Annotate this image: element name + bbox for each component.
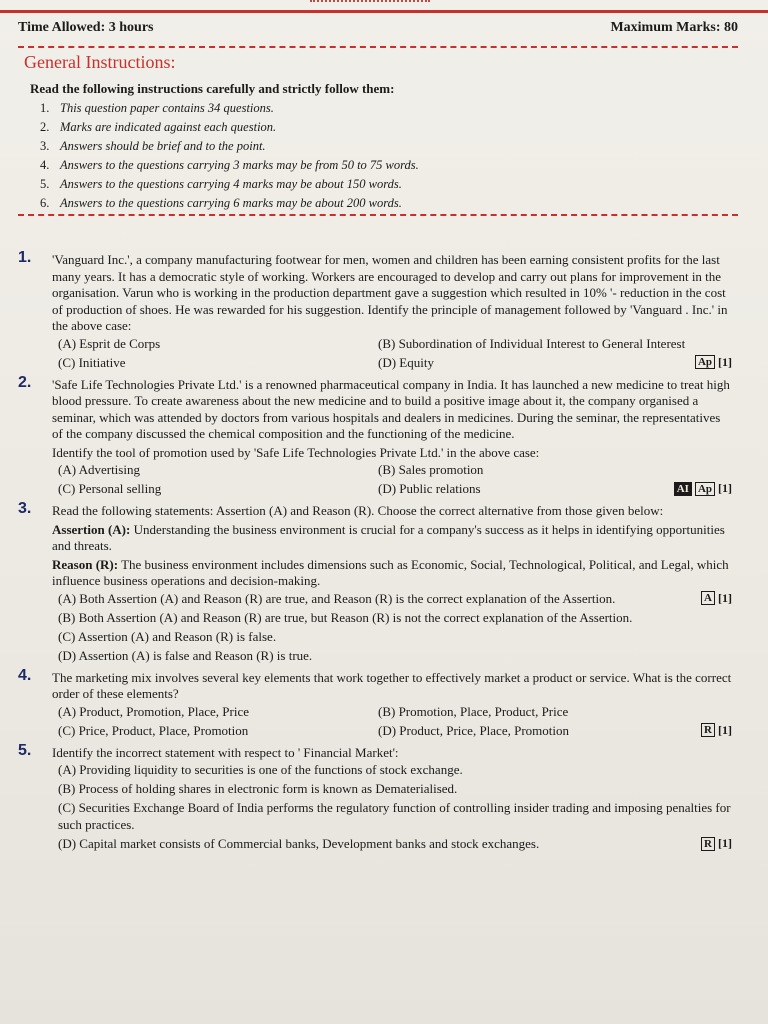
maximum-marks: Maximum Marks: 80 (610, 20, 738, 35)
marks-label: [1] (718, 481, 732, 495)
option-d: (D) Product, Price, Place, Promotion (378, 722, 569, 738)
instruction-item: 5. Answers to the questions carrying 4 marks may be about 150 words. (40, 177, 402, 191)
question-text: 'Safe Life Technologies Private Ltd.' is a renowned pharmaceutical company in India. It has launched a new medicine to treat high blood pressure. To create awareness about the new medicine and to build a positive image about it, the company organised a seminar, which was attended by doctors from various hospitals and dealers in medicines. During the seminar, the representatives of the company discussed the chemical composition and the functioning of the medicine. (52, 376, 730, 441)
question-1 (18, 249, 732, 371)
reason (52, 557, 732, 590)
option-a: (A) Product, Promotion, Place, Price (58, 703, 249, 719)
question-number: 2. (18, 373, 32, 391)
option-b: (B) Both Assertion (A) and Reason (R) are true, but Reason (R) is not the correct explanation of the Assertion. (58, 609, 633, 625)
option-c: (C) Assertion (A) and Reason (R) is false. (58, 628, 277, 644)
ai-badge: AI (674, 482, 692, 496)
top-red-rule (0, 10, 768, 13)
question-prompt: Identify the tool of promotion used by 'Safe Life Technologies Private Ltd.' in the above case: (52, 444, 540, 460)
question-2 (18, 373, 732, 498)
assertion-label: Assertion (A): (52, 521, 131, 537)
question-5 (18, 741, 732, 853)
instructions-lead: Read the following instructions carefully and strictly follow them: (30, 81, 395, 96)
top-dotted-rule (310, 0, 430, 2)
competency-badge: R (701, 837, 715, 851)
option-d: (D) Equity (378, 354, 434, 370)
question-tag (701, 590, 732, 607)
options (58, 461, 732, 497)
instruction-item: 6. Answers to the questions carrying 6 marks may be about 200 words. (40, 196, 402, 210)
instructions-list (24, 99, 732, 213)
option-a: (A) Esprit de Corps (58, 335, 161, 351)
question-text: Read the following statements: Assertion (A) and Reason (R). Choose the correct alternative from those given below: (52, 503, 664, 518)
options (58, 590, 732, 664)
competency-badge: R (701, 723, 715, 737)
option-b: (B) Process of holding shares in electronic form is known as Dematerialised. (58, 781, 458, 796)
marks-label: [1] (718, 722, 732, 737)
instruction-item: 2. Marks are indicated against each question. (40, 120, 277, 134)
reason-label: Reason (R): (52, 556, 119, 572)
option-b: (B) Promotion, Place, Product, Price (378, 703, 569, 719)
question-tag (695, 354, 732, 371)
option-a: (A) Providing liquidity to securities is one of the functions of stock exchange. (58, 762, 463, 777)
option-d: (D) Capital market consists of Commercial banks, Development banks and stock exchanges. (58, 836, 540, 851)
question-text: Identify the incorrect statement with respect to ' Financial Market': (52, 744, 399, 760)
question-number: 4. (18, 666, 32, 684)
option-a: (A) Both Assertion (A) and Reason (R) are true, and Reason (R) is the correct explanation of the Assertion. (58, 590, 616, 606)
marks-label: [1] (718, 836, 732, 850)
marks-label: [1] (718, 590, 732, 605)
general-instructions (18, 46, 738, 216)
assertion (52, 522, 732, 555)
question-number: 5. (18, 741, 32, 759)
question-tag (701, 722, 732, 739)
option-b: (B) Sales promotion (378, 462, 484, 477)
option-d: (D) Assertion (A) is false and Reason (R) is true. (58, 647, 313, 663)
option-c: (C) Initiative (58, 354, 126, 370)
assertion-text: Understanding the business environment is crucial for a company's success as it helps in identifying opportunities and threats. (52, 521, 725, 553)
question-text: The marketing mix involves several key elements that work together to effectively market a product or service. What is the correct order of these elements? (52, 669, 732, 701)
question-3 (18, 500, 732, 664)
options (58, 761, 732, 852)
marks-label: [1] (718, 354, 732, 369)
option-c: (C) Price, Product, Place, Promotion (58, 722, 249, 738)
exam-header (18, 20, 738, 36)
competency-badge: Ap (695, 355, 715, 369)
instructions-title: General Instructions: (24, 52, 176, 72)
question-4 (18, 666, 732, 739)
option-a: (A) Advertising (58, 462, 140, 477)
reason-text: The business environment includes dimensions such as Economic, Social, Technological, Political, and Legal, which influence business operations and decision-making. (52, 556, 729, 588)
questions-section (18, 249, 732, 858)
question-text: 'Vanguard Inc.', a company manufacturing footwear for men, women and children has been earning consistent profits for the last many years. It has a democratic style of working. Workers are encouraged to develop and carry out plans for improvement in the organisation. Varun who is working in the production department gave a suggestion which resulted in 10% '- reduction in the cost of production of shoes. He was rewarded for his suggestion. Identify the principle of management followed by 'Vanguard . Inc.' in the above case: (52, 252, 728, 333)
instruction-item: 1. This question paper contains 34 questions. (40, 101, 274, 115)
option-c: (C) Securities Exchange Board of India performs the regulatory function of controlling insider trading and imposing penalties for such practices. (58, 800, 731, 832)
question-tag (674, 480, 732, 497)
instruction-item: 3. Answers should be brief and to the point. (40, 139, 266, 153)
options (58, 703, 732, 739)
options (58, 335, 732, 371)
competency-badge: Ap (695, 482, 715, 496)
instruction-item: 4. Answers to the questions carrying 3 marks may be from 50 to 75 words. (40, 158, 419, 172)
option-c: (C) Personal selling (58, 481, 162, 496)
competency-badge: A (701, 591, 715, 605)
option-b: (B) Subordination of Individual Interest to General Interest (378, 335, 686, 351)
question-number: 1. (18, 249, 32, 266)
time-allowed: Time Allowed: 3 hours (18, 20, 154, 35)
question-tag (701, 835, 732, 852)
question-number: 3. (18, 500, 32, 517)
option-d: (D) Public relations (378, 481, 481, 496)
